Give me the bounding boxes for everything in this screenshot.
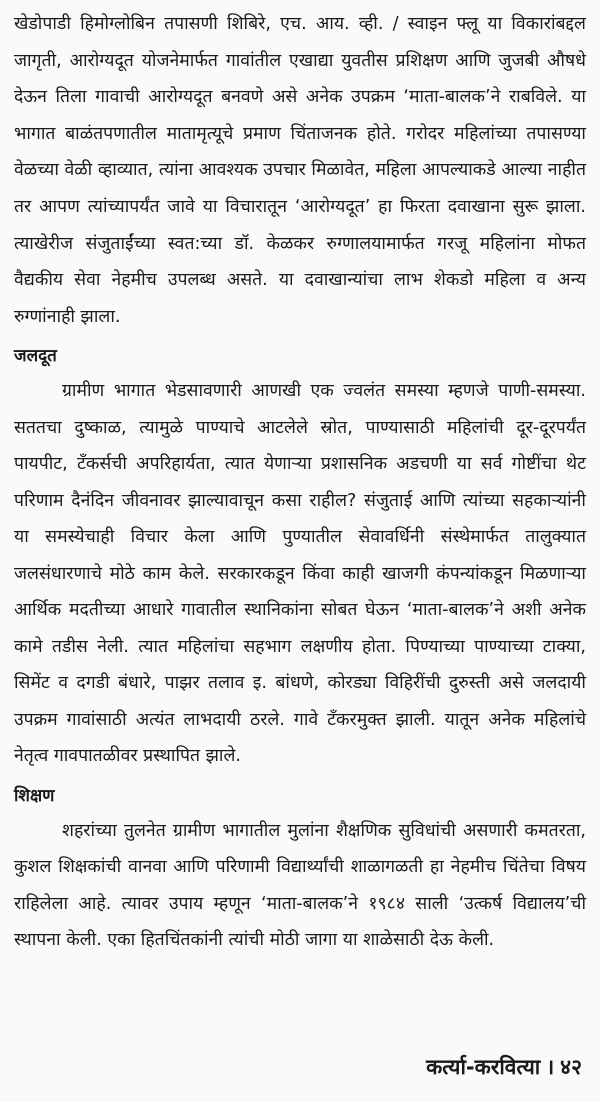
page-number: ४२: [560, 1055, 582, 1079]
section-heading-jaldoot: जलदूत: [14, 346, 57, 367]
intro-paragraph: खेडोपाडी हिमोग्लोबिन तपासणी शिबिरे, एच. आय. व्ही. / स्वाइन फ्लू या विकारांबद्दल जागृती, आरोग्यदूत योजनेमार्फत गावांतील एखाद्या युवतीस प्रशिक्षण आणि जुजबी औषधे देऊन तिला गावाची आरोग्यदूत बनवणे असे अनेक उपक्रम ‘माता-बालक’ने राबविले. या भागात बाळंतपणातील मातामृत्यूचे प्रमाण चिंताजनक होते. गरोदर महिलांच्या तपासण्या वेळच्या वेळी व्हाव्यात, त्यांना आवश्यक उपचार मिळावेत, महिला आपल्याकडे आल्या नाहीत तर आपण त्यांच्यापर्यंत जावे या विचारातून ‘आरोग्यदूत’ हा फिरता दवाखाना सुरू झाला. त्याखेरीज संजुताईंच्या स्वत:च्या डॉ. केळकर रुग्णालयामार्फत गरजू महिलांना मोफत वैद्यकीय सेवा नेहमीच उपलब्ध असते. या दवाखान्यांचा लाभ शेकडो महिला व अन्य रुग्णांनाही झाला.: [14, 14, 586, 327]
footer-separator: ।: [546, 1055, 555, 1079]
shikshan-paragraph: शहरांच्या तुलनेत ग्रामीण भागातील मुलांना शैक्षणिक सुविधांची असणारी कमतरता, कुशल शिक्षकांची वानवा आणि परिणामी विद्यार्थ्यांची शाळागळती हा नेहमीच चिंतेचा विषय राहिलेला आहे. त्यावर उपाय म्हणून ‘माता-बालक’ने १९८४ साली ‘उत्कर्ष विद्यालय’ची स्थापना केली. एका हितचिंतकांनी त्यांची मोठी जागा या शाळेसाठी देऊ केली.: [14, 820, 586, 951]
jaldoot-paragraph: ग्रामीण भागात भेडसावणारी आणखी एक ज्वलंत समस्या म्हणजे पाणी-समस्या. सततचा दुष्काळ, त्यामुळे पाण्याचे आटलेले स्रोत, पाण्यासाठी महिलांची दूर-दूरपर्यंत पायपीट, टँकर्सची अपरिहार्यता, त्यात येणाऱ्या प्रशासनिक अडचणी या सर्व गोष्टींचा थेट परिणाम दैनंदिन जीवनावर झाल्यावाचून कसा राहील? संजुताई आणि त्यांच्या सहकाऱ्यांनी या समस्येचाही विचार केला आणि पुण्यातील सेवावर्धिनी संस्थेमार्फत तालुक्यात जलसंधारणाचे मोठे काम केले. सरकारकडून किंवा काही खाजगी कंपन्यांकडून मिळणाऱ्या आर्थिक मदतीच्या आधारे गावातील स्थानिकांना सोबत घेऊन ‘माता-बालक’ने अशी अनेक कामे तडीस नेली. त्यात महिलांचा सहभाग लक्षणीय होता. पिण्याच्या पाण्याच्या टाक्या, सिमेंट व दगडी बंधारे, पाझर तलाव इ. बांधणे, कोरड्या विहिरींची दुरुस्ती असे जलदायी उपक्रम गावांसाठी अत्यंत लाभदायी ठरले. गावे टँकरमुक्त झाली. यातून अनेक महिलांचे नेतृत्व गावपातळीवर प्रस्थापित झाले.: [14, 381, 586, 767]
page-footer: [426, 1052, 582, 1082]
book-title: कर्त्या-करवित्या: [426, 1055, 541, 1079]
section-heading-shikshan: शिक्षण: [14, 785, 55, 806]
